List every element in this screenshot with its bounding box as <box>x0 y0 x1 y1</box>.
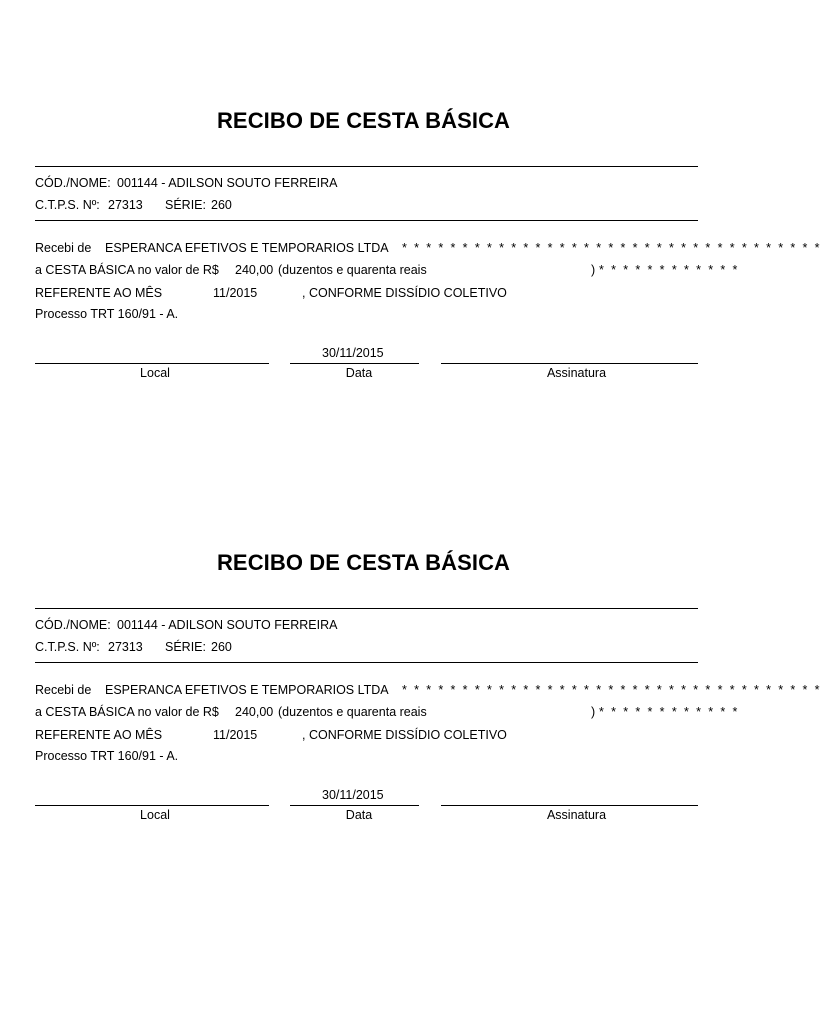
middle-divider <box>35 220 698 221</box>
data-line <box>290 805 419 806</box>
receipt-title: RECIBO DE CESTA BÁSICA <box>216 550 511 575</box>
cod-nome-label: CÓD./NOME: <box>35 176 111 190</box>
receipt-2 <box>0 442 821 822</box>
data-line <box>290 363 419 364</box>
local-label: Local <box>140 366 170 380</box>
referente-label: REFERENTE AO MÊS <box>35 286 163 300</box>
mes-value: 11/2015 <box>213 286 258 300</box>
valor: 240,00 <box>235 263 274 277</box>
valor-close: ) <box>591 263 596 277</box>
assinatura-line <box>441 805 698 806</box>
data-value: 30/11/2015 <box>322 788 384 802</box>
recebi-label: Recebi de <box>35 683 92 697</box>
conforme-text: , CONFORME DISSÍDIO COLETIVO <box>302 286 507 300</box>
valor-stars: * * * * * * * * * * * * <box>599 263 740 277</box>
employer-stars: * * * * * * * * * * * * * * * * * * * * * * * * * * * * * * * * * * * <box>402 241 821 255</box>
ctps-label: C.T.P.S. Nº: <box>35 640 100 654</box>
employer-stars: * * * * * * * * * * * * * * * * * * * * * * * * * * * * * * * * * * * <box>402 683 821 697</box>
referente-label: REFERENTE AO MÊS <box>35 728 163 742</box>
local-line <box>35 363 269 364</box>
conforme-text: , CONFORME DISSÍDIO COLETIVO <box>302 728 507 742</box>
ctps-value: 27313 <box>108 198 143 212</box>
ctps-label: C.T.P.S. Nº: <box>35 198 100 212</box>
data-label: Data <box>345 366 373 380</box>
cesta-label: a CESTA BÁSICA no valor de R$ <box>35 263 219 277</box>
assinatura-label: Assinatura <box>546 366 607 380</box>
processo-text: Processo TRT 160/91 - A. <box>35 307 179 321</box>
cod-nome-value: 001144 - ADILSON SOUTO FERREIRA <box>117 618 338 632</box>
assinatura-line <box>441 363 698 364</box>
valor-stars: * * * * * * * * * * * * <box>599 705 740 719</box>
top-divider <box>35 166 698 167</box>
employer-name: ESPERANCA EFETIVOS E TEMPORARIOS LTDA <box>105 683 389 697</box>
processo-text: Processo TRT 160/91 - A. <box>35 749 179 763</box>
employer-name: ESPERANCA EFETIVOS E TEMPORARIOS LTDA <box>105 241 389 255</box>
serie-label: SÉRIE: <box>165 198 206 212</box>
ctps-value: 27313 <box>108 640 143 654</box>
cod-nome-value: 001144 - ADILSON SOUTO FERREIRA <box>117 176 338 190</box>
data-value: 30/11/2015 <box>322 346 384 360</box>
recebi-label: Recebi de <box>35 241 92 255</box>
mes-value: 11/2015 <box>213 728 258 742</box>
serie-value: 260 <box>211 198 232 212</box>
top-divider <box>35 608 698 609</box>
cod-nome-label: CÓD./NOME: <box>35 618 111 632</box>
data-label: Data <box>345 808 373 822</box>
valor-extenso: (duzentos e quarenta reais <box>278 263 427 277</box>
valor-extenso: (duzentos e quarenta reais <box>278 705 427 719</box>
middle-divider <box>35 662 698 663</box>
receipt-title: RECIBO DE CESTA BÁSICA <box>216 108 511 133</box>
valor: 240,00 <box>235 705 274 719</box>
receipt-1 <box>0 0 821 380</box>
local-label: Local <box>140 808 170 822</box>
serie-value: 260 <box>211 640 232 654</box>
valor-close: ) <box>591 705 596 719</box>
assinatura-label: Assinatura <box>546 808 607 822</box>
serie-label: SÉRIE: <box>165 640 206 654</box>
cesta-label: a CESTA BÁSICA no valor de R$ <box>35 705 219 719</box>
local-line <box>35 805 269 806</box>
